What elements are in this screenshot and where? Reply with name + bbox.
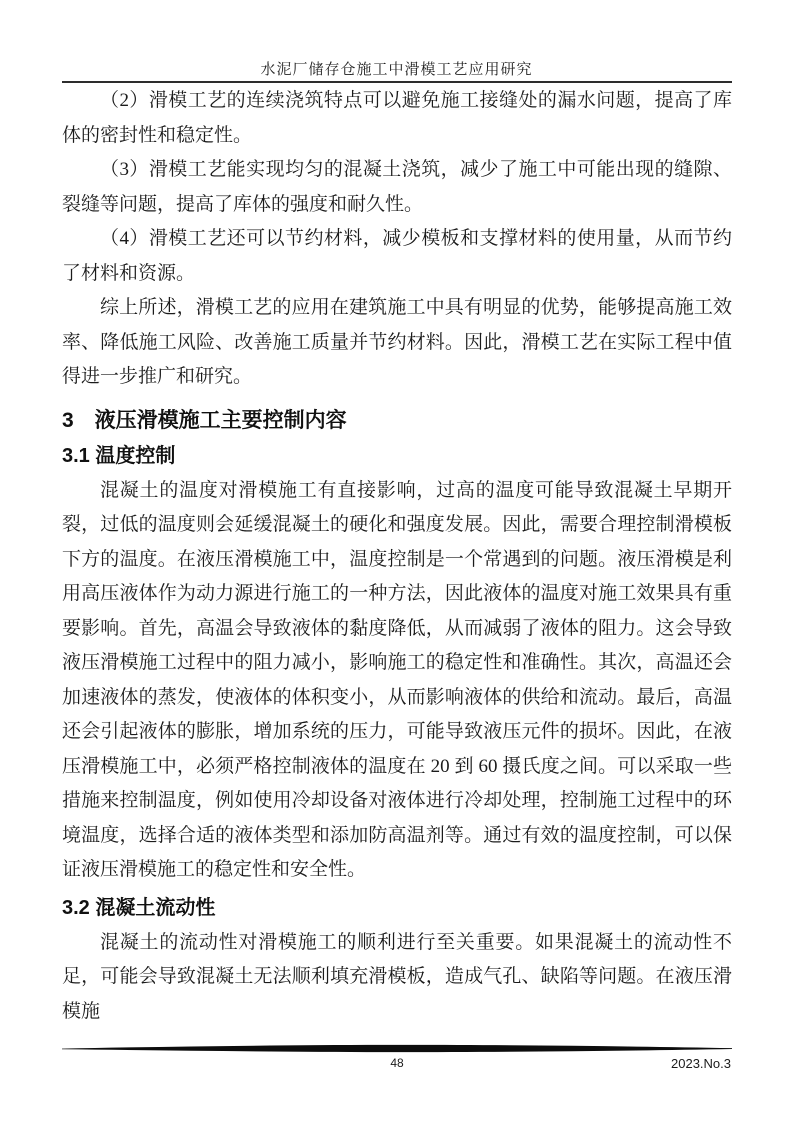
- body-paragraph-temperature-control: 混凝土的温度对滑模施工有直接影响，过高的温度可能导致混凝土早期开裂，过低的温度则会延缓混凝土的硬化和强度发展。因此，需要合理控制滑模板下方的温度。在液压滑模施工中，温度控制是一个常遇到的问题。液压滑模是利用高压液体作为动力源进行施工的一种方法，因此液体的温度对施工效果具有重要影响。首先，高温会导致液体的黏度降低，从而减弱了液体的阻力。这会导致液压滑模施工过程中的阻力减小，影响施工的稳定性和准确性。其次，高温还会加速液体的蒸发，使液体的体积变小，从而影响液体的供给和流动。最后，高温还会引起液体的膨胀，增加系统的压力，可能导致液压元件的损坏。因此，在液压滑模施工中，必须严格控制液体的温度在 20 到 60 摄氏度之间。可以采取一些措施来控制温度，例如使用冷却设备对液体进行冷却处理，控制施工过程中的环境温度，选择合适的液体类型和添加防高温剂等。通过有效的温度控制，可以保证液压滑模施工的稳定性和安全性。: [62, 479, 732, 880]
- article-body: [62, 84, 732, 1029]
- subsection-heading-3-2: 3.2 混凝土流动性: [62, 896, 216, 919]
- issue-label: 2023.No.3: [671, 1056, 731, 1071]
- subsection-heading-3-1: 3.1 温度控制: [62, 444, 176, 467]
- body-paragraph-advantage-2: （2）滑模工艺的连续浇筑特点可以避免施工接缝处的漏水问题，提高了库体的密封性和稳定性。: [62, 90, 732, 146]
- body-paragraph-advantage-4: （4）滑模工艺还可以节约材料，减少模板和支撑材料的使用量，从而节约了材料和资源。: [62, 228, 732, 284]
- page-number: 48: [390, 1056, 404, 1070]
- body-paragraph-advantage-3: （3）滑模工艺能实现均匀的混凝土浇筑，减少了施工中可能出现的缝隙、裂缝等问题，提高了库体的强度和耐久性。: [62, 159, 732, 215]
- body-paragraph-concrete-fluidity: 混凝土的流动性对滑模施工的顺利进行至关重要。如果混凝土的流动性不足，可能会导致混凝土无法顺利填充滑模板，造成气孔、缺陷等问题。在液压滑模施: [62, 931, 732, 1022]
- section-heading-3: 3 液压滑模施工主要控制内容: [62, 408, 347, 432]
- body-paragraph-summary: 综上所述，滑模工艺的应用在建筑施工中具有明显的优势，能够提高施工效率、降低施工风险、改善施工质量并节约材料。因此，滑模工艺在实际工程中值得进一步推广和研究。: [62, 297, 732, 387]
- footer-rule: [62, 1044, 732, 1053]
- header-rule: [62, 81, 732, 83]
- running-head-title: 水泥厂储存仓施工中滑模工艺应用研究: [260, 62, 533, 78]
